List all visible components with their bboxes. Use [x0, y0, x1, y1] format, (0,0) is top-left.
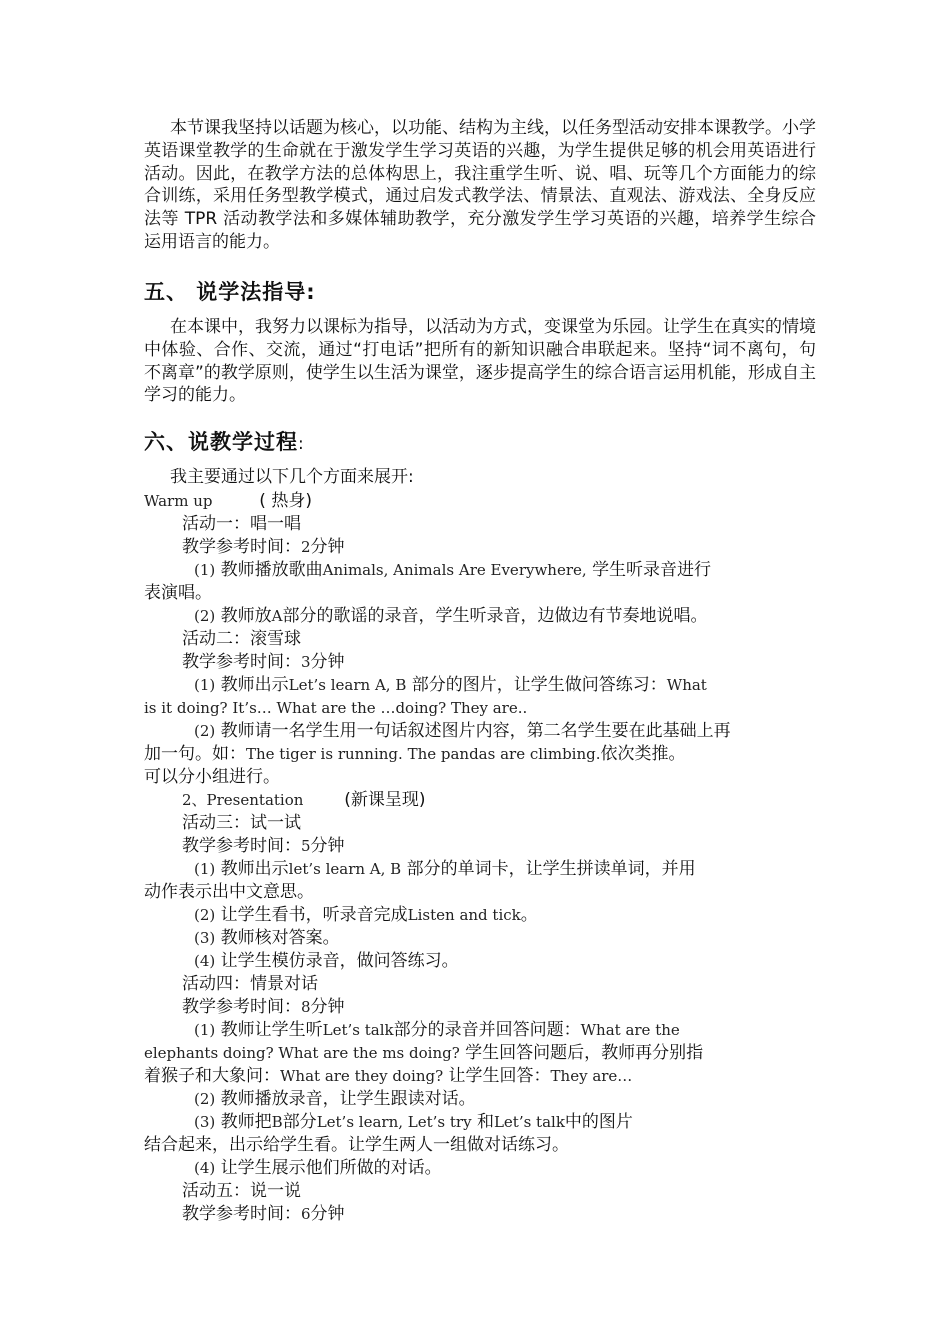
activity5-title: 活动五：说一说 [182, 1181, 301, 1201]
a4-item1: (1) 教师让学生听Let’s talk部分的录音并回答问题：What are the [194, 1020, 680, 1040]
a2-item1-cont: is it doing? It’s… What are the …doing? They are.. [144, 699, 528, 717]
activity2-time: 教学参考时间：3分钟 [182, 652, 345, 672]
a1-item1: (1) 教师播放歌曲Animals, Animals Are Everywhere, 学生听录音进行 [194, 560, 712, 580]
activity4-title: 活动四：情景对话 [182, 974, 318, 994]
section5-paragraph: 在本课中，我努力以课标为指导，以活动为方式，变课堂为乐园。让学生在真实的情境中体验、合作、交流，通过“打电话”把所有的新知识融合串联起来。坚持“词不离句，句不离章”的教学原则，使学生以生活为课堂，逐步提高学生的综合语言运用机能，形成自主学习的能力。 [144, 317, 816, 406]
section6-intro: 我主要通过以下几个方面来展开: [170, 467, 414, 487]
a1-item2: (2) 教师放A部分的歌谣的录音，学生听录音，边做边有节奏地说唱。 [194, 606, 708, 626]
a3-item4: (4) 让学生模仿录音，做问答练习。 [194, 951, 459, 971]
a4-item4: (4) 让学生展示他们所做的对话。 [194, 1158, 442, 1178]
activity3-title: 活动三：试一试 [182, 813, 301, 833]
a3-item1-cont: 动作表示出中文意思。 [144, 882, 314, 902]
activity1-title: 活动一：唱一唱 [182, 514, 301, 534]
warmup-line [144, 490, 312, 512]
a4-item1-cont2: 着猴子和大象问：What are they doing? 让学生回答：They are… [144, 1066, 633, 1086]
a1-item1-cont: 表演唱。 [144, 583, 212, 603]
presentation-line: 2、Presentation (新课呈现) [182, 790, 426, 810]
a4-item3: (3) 教师把B部分Let’s learn, Let’s try 和Let’s talk中的图片 [194, 1112, 633, 1132]
warmup-cn: ( 热身) [259, 491, 312, 511]
a4-item1-cont: elephants doing? What are the ms doing? 学生回答问题后，教师再分别指 [144, 1043, 704, 1063]
section6-heading-colon: : [298, 434, 305, 454]
a3-item2: (2) 让学生看书，听录音完成Listen and tick。 [194, 905, 538, 925]
a3-item1: (1) 教师出示let’s learn A, B 部分的单词卡，让学生拼读单词，并用 [194, 859, 696, 879]
activity1-time: 教学参考时间：2分钟 [182, 537, 345, 557]
activity5-time: 教学参考时间：6分钟 [182, 1204, 345, 1224]
section6-heading [144, 426, 305, 456]
activity4-time: 教学参考时间：8分钟 [182, 997, 345, 1017]
a2-item1: (1) 教师出示Let’s learn A, B 部分的图片，让学生做问答练习：What [194, 675, 707, 695]
intro-paragraph: 本节课我坚持以话题为核心，以功能、结构为主线，以任务型活动安排本课教学。小学英语课堂教学的生命就在于激发学生学习英语的兴趣，为学生提供足够的机会用英语进行活动。因此，在教学方法的总体构思上，我注重学生听、说、唱、玩等几个方面能力的综合训练，采用任务型教学模式，通过启发式教学法、情景法、直观法、游戏法、全身反应法等 TPR 活动教学法和多媒体辅助教学，充分激发学生学习英语的兴趣，培养学生综合运用语言的能力。 [144, 118, 816, 252]
a4-item3-cont: 结合起来，出示给学生看。让学生两人一组做对话练习。 [144, 1135, 569, 1155]
section6-heading-text: 六、说教学过程 [144, 430, 298, 454]
a2-item2-cont2: 可以分小组进行。 [144, 767, 280, 787]
a3-item3: (3) 教师核对答案。 [194, 928, 340, 948]
a4-item2: (2) 教师播放录音，让学生跟读对话。 [194, 1089, 476, 1109]
warmup-en: Warm up [144, 492, 213, 510]
activity3-time: 教学参考时间：5分钟 [182, 836, 345, 856]
section5-heading: 五、 说学法指导: [144, 280, 316, 304]
activity2-title: 活动二：滚雪球 [182, 629, 301, 649]
a2-item2: (2) 教师请一名学生用一句话叙述图片内容，第二名学生要在此基础上再 [194, 721, 731, 741]
a2-item2-cont: 加一句。如：The tiger is running. The pandas are climbing.依次类推。 [144, 744, 686, 764]
